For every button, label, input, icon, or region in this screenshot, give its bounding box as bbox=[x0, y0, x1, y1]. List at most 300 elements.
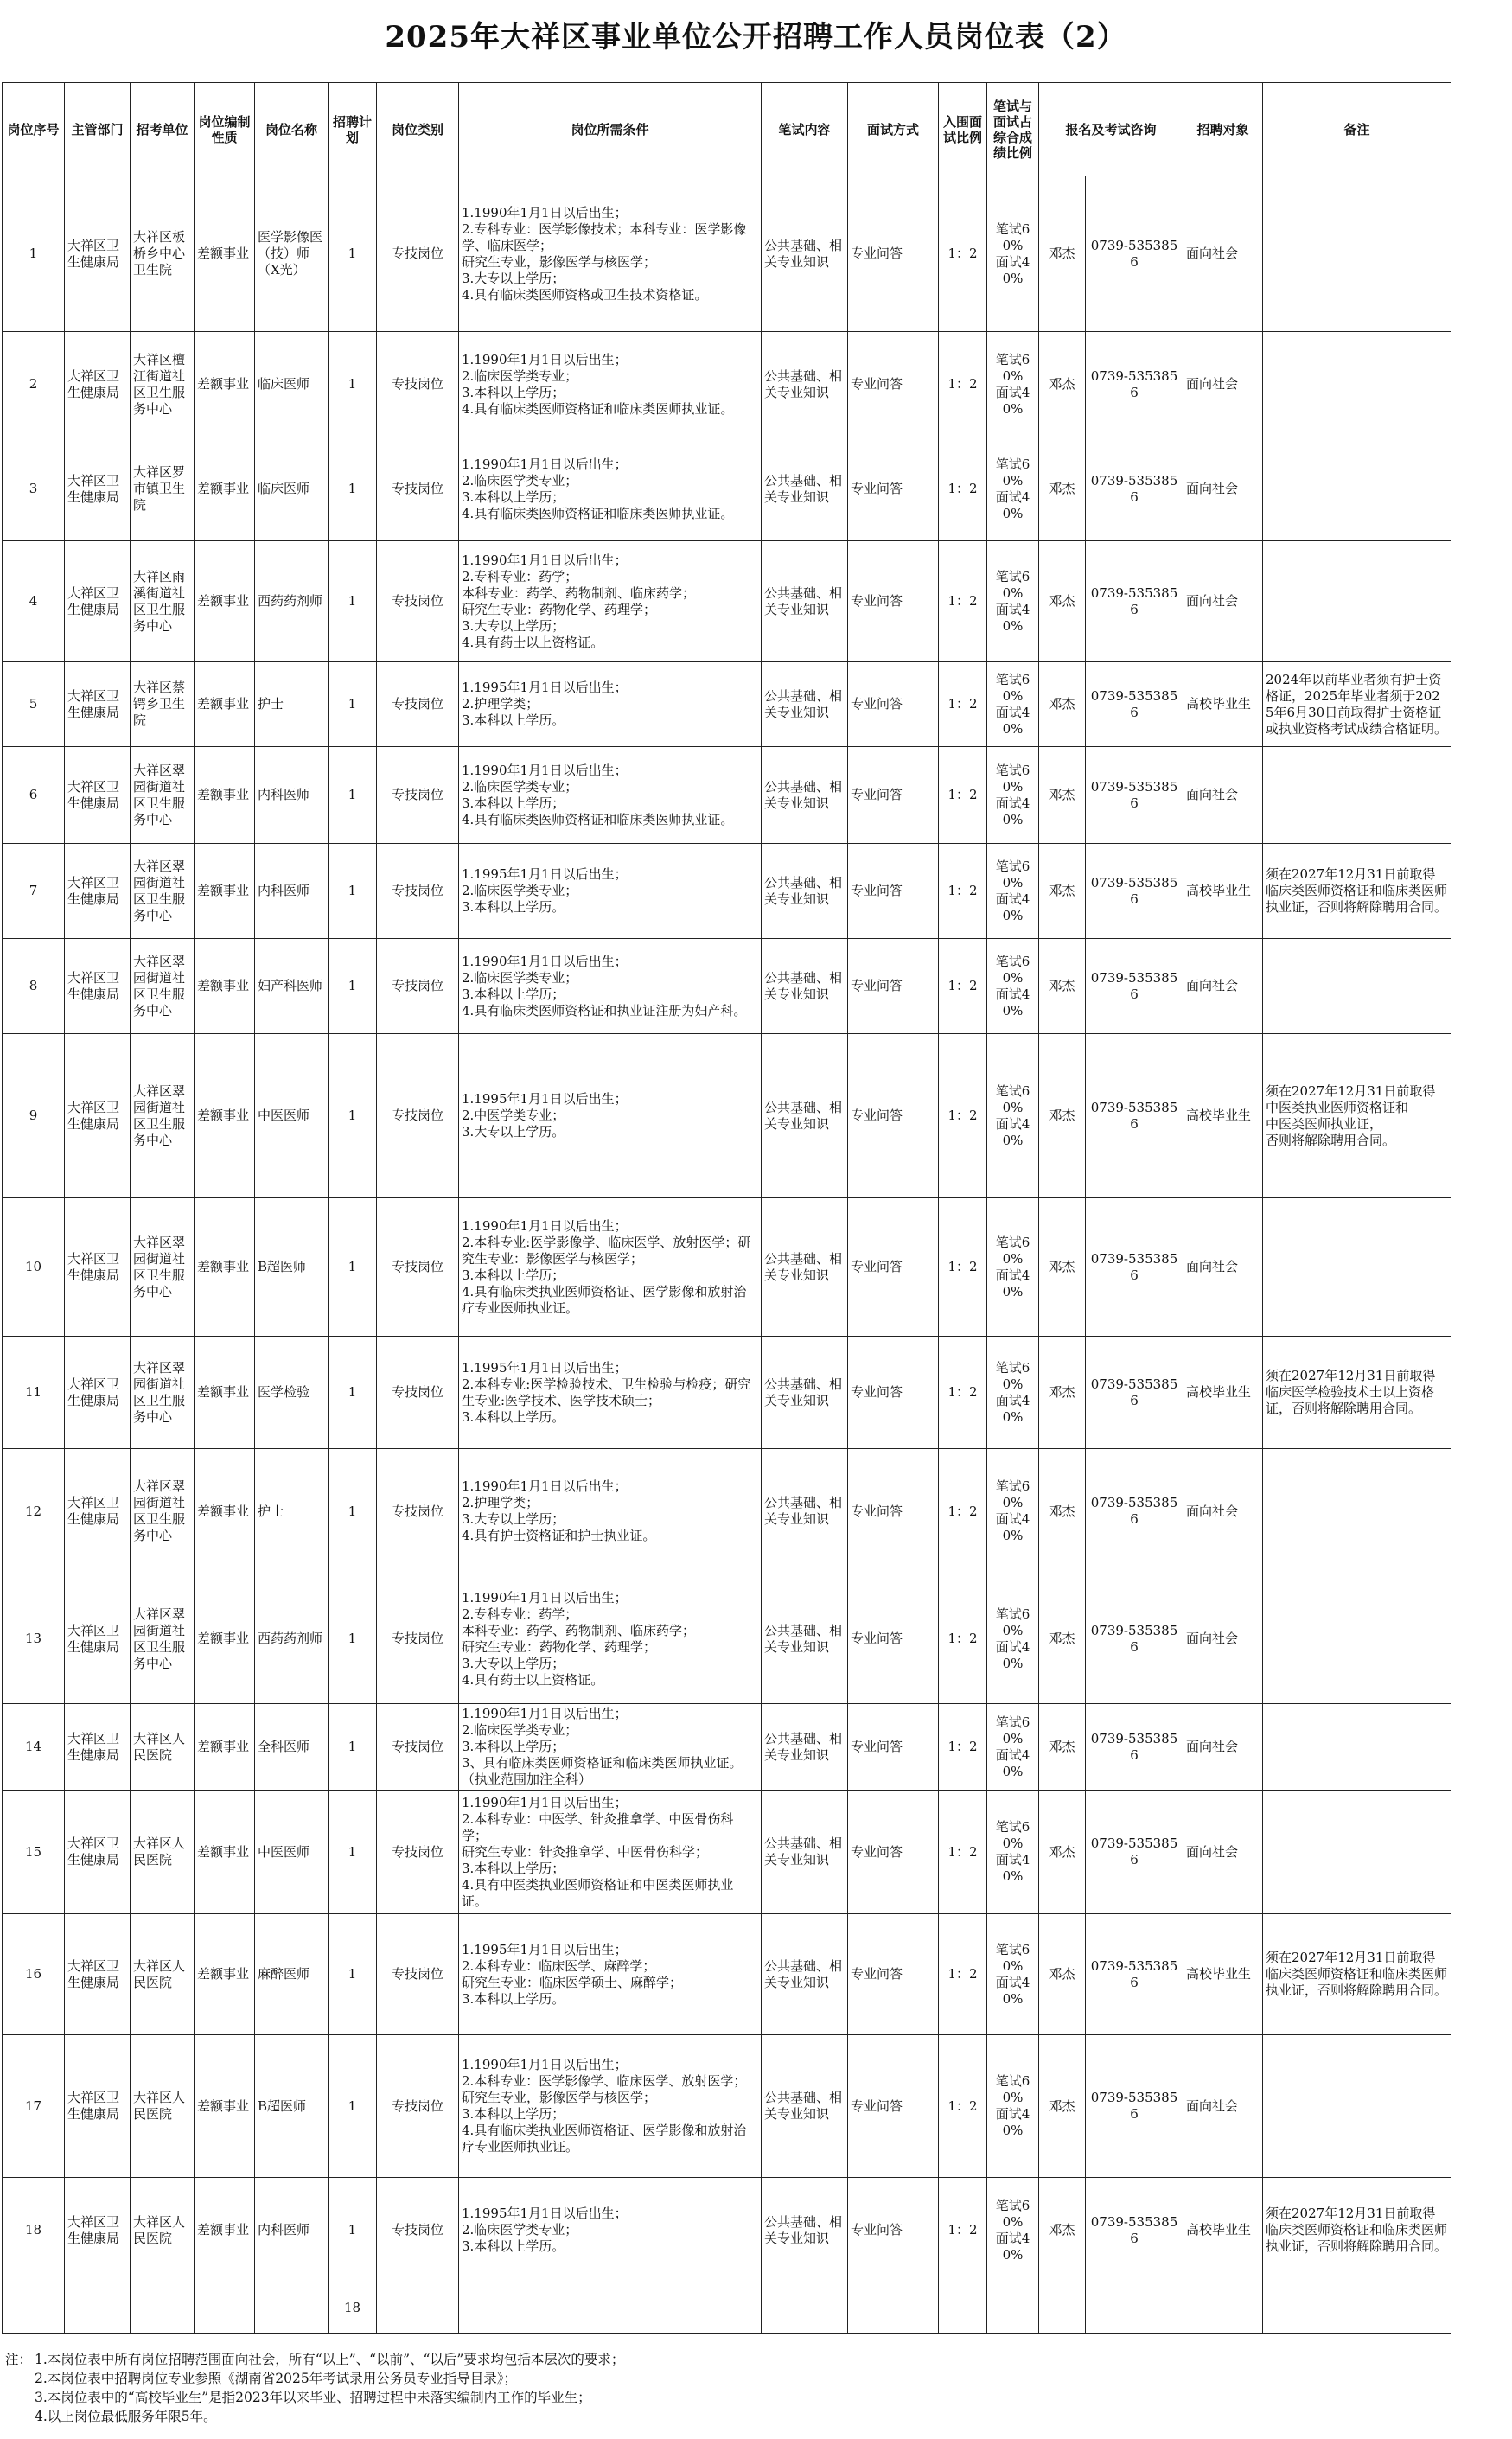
table-row bbox=[3, 1034, 1451, 1198]
unit-cell: 大祥区翠园街道社区卫生服务中心 bbox=[131, 1198, 195, 1337]
post-category-cell: 专技岗位 bbox=[377, 939, 459, 1034]
empty-cell bbox=[762, 2283, 848, 2334]
post-name-cell: 中医医师 bbox=[255, 1791, 329, 1914]
staffing-type-cell: 差额事业 bbox=[195, 1704, 255, 1791]
plan-count-cell: 1 bbox=[329, 1337, 377, 1449]
plan-count-cell: 1 bbox=[329, 437, 377, 541]
contact-name-cell: 邓杰 bbox=[1039, 176, 1086, 332]
score-weight-cell: 笔试60% 面试40% bbox=[987, 176, 1039, 332]
department-cell: 大祥区卫生健康局 bbox=[65, 1198, 131, 1337]
recruitment-target-cell: 高校毕业生 bbox=[1183, 1337, 1263, 1449]
total-row bbox=[3, 2283, 1451, 2334]
remark-cell bbox=[1263, 939, 1451, 1034]
plan-count-cell: 1 bbox=[329, 939, 377, 1034]
plan-count-cell: 1 bbox=[329, 176, 377, 332]
position-number-cell: 6 bbox=[3, 747, 65, 844]
post-name-cell: B超医师 bbox=[255, 2035, 329, 2178]
remark-cell bbox=[1263, 1449, 1451, 1574]
requirements-cell: 1.1990年1月1日以后出生； 2.本科专业：医学影像学、临床医学、放射医学； 研究生专业，影像医学与核医学； 3.本科以上学历； 4.具有临床类执业医师资格证、医学影像和放射治疗专业医师执业证。 bbox=[459, 2035, 762, 2178]
empty-cell bbox=[848, 2283, 939, 2334]
table-row bbox=[3, 332, 1451, 437]
score-weight-cell: 笔试60% 面试40% bbox=[987, 1198, 1039, 1337]
staffing-type-cell: 差额事业 bbox=[195, 541, 255, 662]
position-number-cell: 10 bbox=[3, 1198, 65, 1337]
written-exam-cell: 公共基础、相关专业知识 bbox=[762, 662, 848, 747]
interview-ratio-cell: 1：2 bbox=[939, 2035, 987, 2178]
recruitment-target-cell: 面向社会 bbox=[1183, 939, 1263, 1034]
header-cell: 笔试与面试占综合成绩比例 bbox=[987, 83, 1039, 176]
written-exam-cell: 公共基础、相关专业知识 bbox=[762, 939, 848, 1034]
post-category-cell: 专技岗位 bbox=[377, 1574, 459, 1704]
interview-ratio-cell: 1：2 bbox=[939, 1914, 987, 2035]
recruitment-target-cell: 高校毕业生 bbox=[1183, 844, 1263, 939]
interview-ratio-cell: 1：2 bbox=[939, 662, 987, 747]
written-exam-cell: 公共基础、相关专业知识 bbox=[762, 1914, 848, 2035]
interview-method-cell: 专业问答 bbox=[848, 332, 939, 437]
table-row bbox=[3, 1198, 1451, 1337]
interview-ratio-cell: 1：2 bbox=[939, 1449, 987, 1574]
remark-cell: 2024年以前毕业者须有护士资格证，2025年毕业者须于2025年6月30日前取得护士资格证或执业资格考试成绩合格证明。 bbox=[1263, 662, 1451, 747]
contact-phone-cell: 0739-5353856 bbox=[1086, 437, 1183, 541]
header-cell: 岗位序号 bbox=[3, 83, 65, 176]
staffing-type-cell: 差额事业 bbox=[195, 939, 255, 1034]
interview-ratio-cell: 1：2 bbox=[939, 1034, 987, 1198]
written-exam-cell: 公共基础、相关专业知识 bbox=[762, 1791, 848, 1914]
post-name-cell: 妇产科医师 bbox=[255, 939, 329, 1034]
department-cell: 大祥区卫生健康局 bbox=[65, 176, 131, 332]
post-category-cell: 专技岗位 bbox=[377, 1337, 459, 1449]
contact-name-cell: 邓杰 bbox=[1039, 2178, 1086, 2283]
post-name-cell: B超医师 bbox=[255, 1198, 329, 1337]
position-number-cell: 17 bbox=[3, 2035, 65, 2178]
remark-cell: 须在2027年12月31日前取得 中医类执业医师资格证和 中医类医师执业证， 否则将解除聘用合同。 bbox=[1263, 1034, 1451, 1198]
requirements-cell: 1.1990年1月1日以后出生； 2.临床医学类专业； 3.本科以上学历； 4.具有临床类医师资格证和临床类医师执业证。 bbox=[459, 332, 762, 437]
position-number-cell: 14 bbox=[3, 1704, 65, 1791]
position-number-cell: 8 bbox=[3, 939, 65, 1034]
unit-cell: 大祥区板桥乡中心卫生院 bbox=[131, 176, 195, 332]
requirements-cell: 1.1995年1月1日以后出生； 2.临床医学类专业； 3.本科以上学历。 bbox=[459, 844, 762, 939]
header-cell: 招聘计划 bbox=[329, 83, 377, 176]
empty-cell bbox=[65, 2283, 131, 2334]
written-exam-cell: 公共基础、相关专业知识 bbox=[762, 1337, 848, 1449]
contact-phone-cell: 0739-5353856 bbox=[1086, 1034, 1183, 1198]
department-cell: 大祥区卫生健康局 bbox=[65, 1704, 131, 1791]
score-weight-cell: 笔试60% 面试40% bbox=[987, 747, 1039, 844]
contact-name-cell: 邓杰 bbox=[1039, 2035, 1086, 2178]
contact-phone-cell: 0739-5353856 bbox=[1086, 747, 1183, 844]
interview-ratio-cell: 1：2 bbox=[939, 1198, 987, 1337]
interview-method-cell: 专业问答 bbox=[848, 1574, 939, 1704]
empty-cell bbox=[255, 2283, 329, 2334]
footnotes bbox=[5, 2350, 1475, 2426]
table-row bbox=[3, 747, 1451, 844]
interview-ratio-cell: 1：2 bbox=[939, 437, 987, 541]
post-name-cell: 内科医师 bbox=[255, 747, 329, 844]
interview-method-cell: 专业问答 bbox=[848, 1449, 939, 1574]
remark-cell bbox=[1263, 332, 1451, 437]
written-exam-cell: 公共基础、相关专业知识 bbox=[762, 844, 848, 939]
plan-count-cell: 1 bbox=[329, 2178, 377, 2283]
score-weight-cell: 笔试60% 面试40% bbox=[987, 1704, 1039, 1791]
empty-cell bbox=[3, 2283, 65, 2334]
position-number-cell: 13 bbox=[3, 1574, 65, 1704]
unit-cell: 大祥区人民医院 bbox=[131, 2035, 195, 2178]
plan-count-cell: 1 bbox=[329, 2035, 377, 2178]
position-number-cell: 18 bbox=[3, 2178, 65, 2283]
requirements-cell: 1.1990年1月1日以后出生； 2.临床医学类专业； 3.本科以上学历； 3、具有临床类医师资格证和临床类医师执业证。（执业范围加注全科） bbox=[459, 1704, 762, 1791]
department-cell: 大祥区卫生健康局 bbox=[65, 1791, 131, 1914]
score-weight-cell: 笔试60% 面试40% bbox=[987, 2035, 1039, 2178]
contact-phone-cell: 0739-5353856 bbox=[1086, 1704, 1183, 1791]
contact-name-cell: 邓杰 bbox=[1039, 1034, 1086, 1198]
contact-phone-cell: 0739-5353856 bbox=[1086, 1791, 1183, 1914]
table-row bbox=[3, 2035, 1451, 2178]
staffing-type-cell: 差额事业 bbox=[195, 747, 255, 844]
contact-name-cell: 邓杰 bbox=[1039, 1337, 1086, 1449]
position-number-cell: 16 bbox=[3, 1914, 65, 2035]
position-number-cell: 5 bbox=[3, 662, 65, 747]
interview-ratio-cell: 1：2 bbox=[939, 2178, 987, 2283]
interview-method-cell: 专业问答 bbox=[848, 176, 939, 332]
recruitment-target-cell: 面向社会 bbox=[1183, 1791, 1263, 1914]
interview-method-cell: 专业问答 bbox=[848, 437, 939, 541]
interview-method-cell: 专业问答 bbox=[848, 1914, 939, 2035]
department-cell: 大祥区卫生健康局 bbox=[65, 1449, 131, 1574]
post-category-cell: 专技岗位 bbox=[377, 2178, 459, 2283]
post-category-cell: 专技岗位 bbox=[377, 332, 459, 437]
contact-phone-cell: 0739-5353856 bbox=[1086, 1914, 1183, 2035]
empty-cell bbox=[1039, 2283, 1086, 2334]
plan-count-cell: 1 bbox=[329, 662, 377, 747]
unit-cell: 大祥区翠园街道社区卫生服务中心 bbox=[131, 939, 195, 1034]
written-exam-cell: 公共基础、相关专业知识 bbox=[762, 747, 848, 844]
interview-method-cell: 专业问答 bbox=[848, 541, 939, 662]
unit-cell: 大祥区人民医院 bbox=[131, 1791, 195, 1914]
score-weight-cell: 笔试60% 面试40% bbox=[987, 437, 1039, 541]
score-weight-cell: 笔试60% 面试40% bbox=[987, 332, 1039, 437]
position-number-cell: 3 bbox=[3, 437, 65, 541]
requirements-cell: 1.1990年1月1日以后出生； 2.临床医学类专业； 3.本科以上学历； 4.具有临床类医师资格证和执业证注册为妇产科。 bbox=[459, 939, 762, 1034]
staffing-type-cell: 差额事业 bbox=[195, 2035, 255, 2178]
plan-count-cell: 1 bbox=[329, 844, 377, 939]
table-row bbox=[3, 1704, 1451, 1791]
post-category-cell: 专技岗位 bbox=[377, 747, 459, 844]
post-name-cell: 医学影像医（技）师（X光） bbox=[255, 176, 329, 332]
staffing-type-cell: 差额事业 bbox=[195, 662, 255, 747]
interview-method-cell: 专业问答 bbox=[848, 844, 939, 939]
department-cell: 大祥区卫生健康局 bbox=[65, 662, 131, 747]
recruitment-target-cell: 面向社会 bbox=[1183, 1449, 1263, 1574]
contact-name-cell: 邓杰 bbox=[1039, 1449, 1086, 1574]
interview-method-cell: 专业问答 bbox=[848, 1791, 939, 1914]
staffing-type-cell: 差额事业 bbox=[195, 437, 255, 541]
written-exam-cell: 公共基础、相关专业知识 bbox=[762, 1198, 848, 1337]
interview-ratio-cell: 1：2 bbox=[939, 747, 987, 844]
empty-cell bbox=[939, 2283, 987, 2334]
position-number-cell: 9 bbox=[3, 1034, 65, 1198]
score-weight-cell: 笔试60% 面试40% bbox=[987, 1449, 1039, 1574]
recruitment-target-cell: 面向社会 bbox=[1183, 541, 1263, 662]
header-cell: 岗位类别 bbox=[377, 83, 459, 176]
empty-cell bbox=[1263, 2283, 1451, 2334]
table-row bbox=[3, 1574, 1451, 1704]
table-row bbox=[3, 541, 1451, 662]
post-name-cell: 西药药剂师 bbox=[255, 1574, 329, 1704]
written-exam-cell: 公共基础、相关专业知识 bbox=[762, 2178, 848, 2283]
written-exam-cell: 公共基础、相关专业知识 bbox=[762, 176, 848, 332]
table-row bbox=[3, 1791, 1451, 1914]
recruitment-target-cell: 面向社会 bbox=[1183, 176, 1263, 332]
plan-count-cell: 1 bbox=[329, 1449, 377, 1574]
unit-cell: 大祥区翠园街道社区卫生服务中心 bbox=[131, 1337, 195, 1449]
contact-name-cell: 邓杰 bbox=[1039, 1198, 1086, 1337]
requirements-cell: 1.1990年1月1日以后出生； 2.专科专业：药学； 本科专业：药学、药物制剂、临床药学； 研究生专业：药物化学、药理学； 3.大专以上学历； 4.具有药士以上资格证。 bbox=[459, 541, 762, 662]
unit-cell: 大祥区翠园街道社区卫生服务中心 bbox=[131, 1034, 195, 1198]
contact-phone-cell: 0739-5353856 bbox=[1086, 176, 1183, 332]
contact-name-cell: 邓杰 bbox=[1039, 1791, 1086, 1914]
requirements-cell: 1.1990年1月1日以后出生； 2.本科专业:医学影像学、临床医学、放射医学；研究生专业：影像医学与核医学； 3.本科以上学历； 4.具有临床类执业医师资格证、医学影像和放射治疗专业医师执业证。 bbox=[459, 1198, 762, 1337]
table-row bbox=[3, 1337, 1451, 1449]
remark-cell bbox=[1263, 2035, 1451, 2178]
post-category-cell: 专技岗位 bbox=[377, 1914, 459, 2035]
table-row bbox=[3, 437, 1451, 541]
table-header-row bbox=[3, 83, 1451, 176]
header-cell: 岗位名称 bbox=[255, 83, 329, 176]
staffing-type-cell: 差额事业 bbox=[195, 1791, 255, 1914]
unit-cell: 大祥区人民医院 bbox=[131, 1914, 195, 2035]
recruitment-target-cell: 面向社会 bbox=[1183, 747, 1263, 844]
position-number-cell: 4 bbox=[3, 541, 65, 662]
contact-name-cell: 邓杰 bbox=[1039, 1704, 1086, 1791]
empty-cell bbox=[1183, 2283, 1263, 2334]
requirements-cell: 1.1990年1月1日以后出生； 2.临床医学类专业； 3.本科以上学历； 4.具有临床类医师资格证和临床类医师执业证。 bbox=[459, 437, 762, 541]
plan-count-cell: 1 bbox=[329, 1198, 377, 1337]
requirements-cell: 1.1990年1月1日以后出生； 2.专科专业：医学影像技术；本科专业：医学影像学、临床医学； 研究生专业，影像医学与核医学； 3.大专以上学历； 4.具有临床类医师资格或卫生技术资格证。 bbox=[459, 176, 762, 332]
unit-cell: 大祥区人民医院 bbox=[131, 2178, 195, 2283]
department-cell: 大祥区卫生健康局 bbox=[65, 844, 131, 939]
interview-method-cell: 专业问答 bbox=[848, 1337, 939, 1449]
recruitment-target-cell: 面向社会 bbox=[1183, 332, 1263, 437]
table-row bbox=[3, 1914, 1451, 2035]
score-weight-cell: 笔试60% 面试40% bbox=[987, 1574, 1039, 1704]
recruitment-target-cell: 面向社会 bbox=[1183, 1704, 1263, 1791]
contact-name-cell: 邓杰 bbox=[1039, 939, 1086, 1034]
interview-method-cell: 专业问答 bbox=[848, 747, 939, 844]
position-number-cell: 15 bbox=[3, 1791, 65, 1914]
header-cell: 入围面试比例 bbox=[939, 83, 987, 176]
post-category-cell: 专技岗位 bbox=[377, 176, 459, 332]
contact-name-cell: 邓杰 bbox=[1039, 1574, 1086, 1704]
table-row bbox=[3, 844, 1451, 939]
remark-cell: 须在2027年12月31日前取得临床类医师资格证和临床类医师执业证，否则将解除聘用合同。 bbox=[1263, 1914, 1451, 2035]
footnote-item: 3.本岗位表中的“高校毕业生”是指2023年以来毕业、招聘过程中未落实编制内工作的毕业生； bbox=[35, 2390, 591, 2405]
interview-ratio-cell: 1：2 bbox=[939, 939, 987, 1034]
header-cell: 主管部门 bbox=[65, 83, 131, 176]
empty-cell bbox=[987, 2283, 1039, 2334]
requirements-cell: 1.1990年1月1日以后出生； 2.护理学类； 3.大专以上学历； 4.具有护士资格证和护士执业证。 bbox=[459, 1449, 762, 1574]
post-category-cell: 专技岗位 bbox=[377, 662, 459, 747]
interview-method-cell: 专业问答 bbox=[848, 2035, 939, 2178]
post-name-cell: 临床医师 bbox=[255, 437, 329, 541]
recruitment-target-cell: 高校毕业生 bbox=[1183, 1914, 1263, 2035]
empty-cell bbox=[459, 2283, 762, 2334]
unit-cell: 大祥区雨溪街道社区卫生服务中心 bbox=[131, 541, 195, 662]
contact-phone-cell: 0739-5353856 bbox=[1086, 1198, 1183, 1337]
plan-count-cell: 1 bbox=[329, 1034, 377, 1198]
requirements-cell: 1.1995年1月1日以后出生； 2.本科专业:医学检验技术、卫生检验与检疫；研究生专业:医学技术、医学技术硕士； 3.本科以上学历。 bbox=[459, 1337, 762, 1449]
interview-ratio-cell: 1：2 bbox=[939, 332, 987, 437]
contact-name-cell: 邓杰 bbox=[1039, 332, 1086, 437]
score-weight-cell: 笔试60% 面试40% bbox=[987, 2178, 1039, 2283]
recruitment-target-cell: 面向社会 bbox=[1183, 1574, 1263, 1704]
contact-name-cell: 邓杰 bbox=[1039, 844, 1086, 939]
contact-name-cell: 邓杰 bbox=[1039, 1914, 1086, 2035]
post-category-cell: 专技岗位 bbox=[377, 541, 459, 662]
interview-ratio-cell: 1：2 bbox=[939, 176, 987, 332]
written-exam-cell: 公共基础、相关专业知识 bbox=[762, 2035, 848, 2178]
written-exam-cell: 公共基础、相关专业知识 bbox=[762, 437, 848, 541]
requirements-cell: 1.1995年1月1日以后出生； 2.临床医学类专业； 3.本科以上学历。 bbox=[459, 2178, 762, 2283]
interview-method-cell: 专业问答 bbox=[848, 1198, 939, 1337]
total-plan-cell: 18 bbox=[329, 2283, 377, 2334]
written-exam-cell: 公共基础、相关专业知识 bbox=[762, 1034, 848, 1198]
recruitment-target-cell: 高校毕业生 bbox=[1183, 2178, 1263, 2283]
unit-cell: 大祥区翠园街道社区卫生服务中心 bbox=[131, 844, 195, 939]
department-cell: 大祥区卫生健康局 bbox=[65, 2035, 131, 2178]
interview-ratio-cell: 1：2 bbox=[939, 1337, 987, 1449]
post-category-cell: 专技岗位 bbox=[377, 1791, 459, 1914]
footnote-item: 4.以上岗位最低服务年限5年。 bbox=[35, 2409, 217, 2424]
remark-cell bbox=[1263, 541, 1451, 662]
post-name-cell: 护士 bbox=[255, 1449, 329, 1574]
plan-count-cell: 1 bbox=[329, 541, 377, 662]
staffing-type-cell: 差额事业 bbox=[195, 1574, 255, 1704]
empty-cell bbox=[377, 2283, 459, 2334]
remark-cell bbox=[1263, 1791, 1451, 1914]
contact-phone-cell: 0739-5353856 bbox=[1086, 844, 1183, 939]
unit-cell: 大祥区罗市镇卫生院 bbox=[131, 437, 195, 541]
table-row bbox=[3, 2178, 1451, 2283]
staffing-type-cell: 差额事业 bbox=[195, 1198, 255, 1337]
score-weight-cell: 笔试60% 面试40% bbox=[987, 1337, 1039, 1449]
plan-count-cell: 1 bbox=[329, 332, 377, 437]
requirements-cell: 1.1990年1月1日以后出生； 2.本科专业：中医学、针灸推拿学、中医骨伤科学； 研究生专业：针灸推拿学、中医骨伤科学； 3.本科以上学历； 4.具有中医类执业医师资格证和中医类医师执业证。 bbox=[459, 1791, 762, 1914]
post-name-cell: 西药药剂师 bbox=[255, 541, 329, 662]
contact-phone-cell: 0739-5353856 bbox=[1086, 2035, 1183, 2178]
remark-cell: 须在2027年12月31日前取得临床类医师资格证和临床类医师执业证，否则将解除聘用合同。 bbox=[1263, 844, 1451, 939]
unit-cell: 大祥区檀江街道社区卫生服务中心 bbox=[131, 332, 195, 437]
interview-ratio-cell: 1：2 bbox=[939, 844, 987, 939]
recruitment-target-cell: 面向社会 bbox=[1183, 437, 1263, 541]
post-name-cell: 中医医师 bbox=[255, 1034, 329, 1198]
position-number-cell: 7 bbox=[3, 844, 65, 939]
score-weight-cell: 笔试60% 面试40% bbox=[987, 541, 1039, 662]
post-name-cell: 内科医师 bbox=[255, 844, 329, 939]
department-cell: 大祥区卫生健康局 bbox=[65, 2178, 131, 2283]
table-row bbox=[3, 939, 1451, 1034]
interview-ratio-cell: 1：2 bbox=[939, 541, 987, 662]
notes-lead: 注： bbox=[5, 2352, 33, 2367]
footnote-item: 1.本岗位表中所有岗位招聘范围面向社会，所有“以上”、“以前”、“以后”要求均包括本层次的要求； bbox=[35, 2352, 625, 2367]
position-number-cell: 1 bbox=[3, 176, 65, 332]
staffing-type-cell: 差额事业 bbox=[195, 2178, 255, 2283]
interview-ratio-cell: 1：2 bbox=[939, 1574, 987, 1704]
post-name-cell: 麻醉医师 bbox=[255, 1914, 329, 2035]
plan-count-cell: 1 bbox=[329, 1704, 377, 1791]
contact-phone-cell: 0739-5353856 bbox=[1086, 662, 1183, 747]
requirements-cell: 1.1995年1月1日以后出生； 2.护理学类； 3.本科以上学历。 bbox=[459, 662, 762, 747]
written-exam-cell: 公共基础、相关专业知识 bbox=[762, 541, 848, 662]
post-category-cell: 专技岗位 bbox=[377, 437, 459, 541]
remark-cell bbox=[1263, 176, 1451, 332]
header-cell: 招聘对象 bbox=[1183, 83, 1263, 176]
contact-name-cell: 邓杰 bbox=[1039, 662, 1086, 747]
table-row bbox=[3, 1449, 1451, 1574]
contact-phone-cell: 0739-5353856 bbox=[1086, 1574, 1183, 1704]
header-cell: 笔试内容 bbox=[762, 83, 848, 176]
staffing-type-cell: 差额事业 bbox=[195, 176, 255, 332]
department-cell: 大祥区卫生健康局 bbox=[65, 1914, 131, 2035]
interview-method-cell: 专业问答 bbox=[848, 2178, 939, 2283]
remark-cell bbox=[1263, 437, 1451, 541]
header-cell: 面试方式 bbox=[848, 83, 939, 176]
post-name-cell: 全科医师 bbox=[255, 1704, 329, 1791]
department-cell: 大祥区卫生健康局 bbox=[65, 747, 131, 844]
recruitment-target-cell: 高校毕业生 bbox=[1183, 1034, 1263, 1198]
contact-phone-cell: 0739-5353856 bbox=[1086, 332, 1183, 437]
requirements-cell: 1.1990年1月1日以后出生； 2.临床医学类专业； 3.本科以上学历； 4.具有临床类医师资格证和临床类医师执业证。 bbox=[459, 747, 762, 844]
header-cell: 招考单位 bbox=[131, 83, 195, 176]
staffing-type-cell: 差额事业 bbox=[195, 844, 255, 939]
contact-name-cell: 邓杰 bbox=[1039, 747, 1086, 844]
department-cell: 大祥区卫生健康局 bbox=[65, 541, 131, 662]
remark-cell: 须在2027年12月31日前取得临床医学检验技术士以上资格证，否则将解除聘用合同。 bbox=[1263, 1337, 1451, 1449]
unit-cell: 大祥区翠园街道社区卫生服务中心 bbox=[131, 747, 195, 844]
requirements-cell: 1.1990年1月1日以后出生； 2.专科专业：药学； 本科专业：药学、药物制剂、临床药学； 研究生专业：药物化学、药理学； 3.大专以上学历； 4.具有药士以上资格证。 bbox=[459, 1574, 762, 1704]
header-cell: 岗位所需条件 bbox=[459, 83, 762, 176]
score-weight-cell: 笔试60% 面试40% bbox=[987, 662, 1039, 747]
department-cell: 大祥区卫生健康局 bbox=[65, 437, 131, 541]
contact-phone-cell: 0739-5353856 bbox=[1086, 541, 1183, 662]
score-weight-cell: 笔试60% 面试40% bbox=[987, 1791, 1039, 1914]
score-weight-cell: 笔试60% 面试40% bbox=[987, 1034, 1039, 1198]
score-weight-cell: 笔试60% 面试40% bbox=[987, 1914, 1039, 2035]
contact-name-cell: 邓杰 bbox=[1039, 541, 1086, 662]
position-number-cell: 2 bbox=[3, 332, 65, 437]
footnote-item: 2.本岗位表中招聘岗位专业参照《湖南省2025年考试录用公务员专业指导目录》； bbox=[35, 2371, 517, 2386]
post-category-cell: 专技岗位 bbox=[377, 844, 459, 939]
staffing-type-cell: 差额事业 bbox=[195, 1449, 255, 1574]
post-category-cell: 专技岗位 bbox=[377, 1034, 459, 1198]
post-name-cell: 护士 bbox=[255, 662, 329, 747]
remark-cell bbox=[1263, 1704, 1451, 1791]
empty-cell bbox=[131, 2283, 195, 2334]
contact-phone-cell: 0739-5353856 bbox=[1086, 1449, 1183, 1574]
position-number-cell: 12 bbox=[3, 1449, 65, 1574]
empty-cell bbox=[1086, 2283, 1183, 2334]
written-exam-cell: 公共基础、相关专业知识 bbox=[762, 1449, 848, 1574]
interview-method-cell: 专业问答 bbox=[848, 939, 939, 1034]
unit-cell: 大祥区人民医院 bbox=[131, 1704, 195, 1791]
recruitment-target-cell: 面向社会 bbox=[1183, 2035, 1263, 2178]
header-cell: 备注 bbox=[1263, 83, 1451, 176]
department-cell: 大祥区卫生健康局 bbox=[65, 332, 131, 437]
contact-phone-cell: 0739-5353856 bbox=[1086, 1337, 1183, 1449]
plan-count-cell: 1 bbox=[329, 1574, 377, 1704]
remark-cell: 须在2027年12月31日前取得临床类医师资格证和临床类医师执业证，否则将解除聘用合同。 bbox=[1263, 2178, 1451, 2283]
staffing-type-cell: 差额事业 bbox=[195, 1914, 255, 2035]
requirements-cell: 1.1995年1月1日以后出生； 2.本科专业：临床医学、麻醉学； 研究生专业：临床医学硕士、麻醉学； 3.本科以上学历。 bbox=[459, 1914, 762, 2035]
